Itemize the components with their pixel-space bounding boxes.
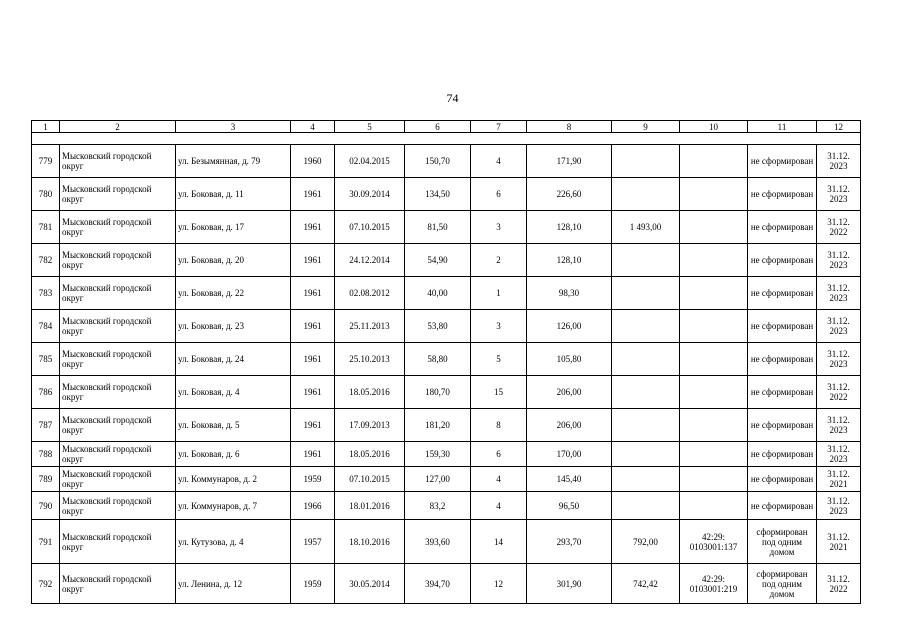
residents: 6 [471, 178, 527, 211]
year-built: 1961 [291, 178, 335, 211]
date: 07.10.2015 [335, 467, 405, 492]
address: ул. Боковая, д. 6 [176, 442, 291, 467]
value-8: 206,00 [527, 376, 612, 409]
value-9 [612, 277, 680, 310]
value-8: 105,80 [527, 343, 612, 376]
table-body [32, 145, 861, 604]
deadline: 31.12. 2023 [817, 145, 861, 178]
address: ул. Боковая, д. 23 [176, 310, 291, 343]
address: ул. Боковая, д. 24 [176, 343, 291, 376]
date: 17.09.2013 [335, 409, 405, 442]
value-8: 170,00 [527, 442, 612, 467]
table-row [32, 277, 861, 310]
municipality: Мысковский городской округ [60, 467, 176, 492]
municipality: Мысковский городской округ [60, 376, 176, 409]
value-8: 301,90 [527, 564, 612, 604]
municipality: Мысковский городской округ [60, 409, 176, 442]
value-8: 171,90 [527, 145, 612, 178]
year-built: 1961 [291, 277, 335, 310]
deadline: 31.12. 2023 [817, 409, 861, 442]
residents: 2 [471, 244, 527, 277]
deadline: 31.12. 2023 [817, 492, 861, 520]
column-number: 5 [335, 121, 405, 133]
value-9 [612, 145, 680, 178]
date: 30.09.2014 [335, 178, 405, 211]
land-status: не сформирован [748, 244, 817, 277]
area: 40,00 [405, 277, 471, 310]
residents: 4 [471, 492, 527, 520]
year-built: 1961 [291, 442, 335, 467]
address: ул. Боковая, д. 22 [176, 277, 291, 310]
land-status: не сформирован [748, 467, 817, 492]
cadastral-number [680, 343, 748, 376]
page-number: 74 [446, 91, 459, 105]
deadline: 31.12. 2022 [817, 564, 861, 604]
area: 127,00 [405, 467, 471, 492]
deadline: 31.12. 2021 [817, 520, 861, 564]
value-8: 206,00 [527, 409, 612, 442]
land-status: не сформирован [748, 277, 817, 310]
table-row [32, 244, 861, 277]
column-number: 8 [527, 121, 612, 133]
table-row [32, 492, 861, 520]
year-built: 1961 [291, 409, 335, 442]
residents: 14 [471, 520, 527, 564]
address: ул. Боковая, д. 20 [176, 244, 291, 277]
municipality: Мысковский городской округ [60, 310, 176, 343]
column-number: 10 [680, 121, 748, 133]
area: 394,70 [405, 564, 471, 604]
address: ул. Боковая, д. 17 [176, 211, 291, 244]
address: ул. Кутузова, д. 4 [176, 520, 291, 564]
column-number: 2 [60, 121, 176, 133]
column-number: 12 [817, 121, 861, 133]
deadline: 31.12. 2023 [817, 277, 861, 310]
cadastral-number [680, 211, 748, 244]
deadline: 31.12. 2022 [817, 211, 861, 244]
value-9: 742,42 [612, 564, 680, 604]
value-8: 96,50 [527, 492, 612, 520]
year-built: 1966 [291, 492, 335, 520]
row-number: 783 [32, 277, 60, 310]
area: 54,90 [405, 244, 471, 277]
value-8: 128,10 [527, 244, 612, 277]
value-9 [612, 178, 680, 211]
year-built: 1961 [291, 343, 335, 376]
row-number: 787 [32, 409, 60, 442]
cadastral-number: 42:29: 0103001:137 [680, 520, 748, 564]
cadastral-number [680, 244, 748, 277]
address: ул. Безымянная, д. 79 [176, 145, 291, 178]
date: 18.10.2016 [335, 520, 405, 564]
municipality: Мысковский городской округ [60, 442, 176, 467]
year-built: 1960 [291, 145, 335, 178]
date: 18.05.2016 [335, 442, 405, 467]
deadline: 31.12. 2023 [817, 310, 861, 343]
deadline: 31.12. 2021 [817, 467, 861, 492]
value-8: 126,00 [527, 310, 612, 343]
cadastral-number [680, 409, 748, 442]
table-row [32, 442, 861, 467]
value-9: 792,00 [612, 520, 680, 564]
column-number: 11 [748, 121, 817, 133]
address: ул. Боковая, д. 11 [176, 178, 291, 211]
residents: 4 [471, 467, 527, 492]
land-status: не сформирован [748, 343, 817, 376]
row-number: 780 [32, 178, 60, 211]
row-number: 790 [32, 492, 60, 520]
value-9 [612, 409, 680, 442]
residents: 6 [471, 442, 527, 467]
value-9 [612, 244, 680, 277]
municipality: Мысковский городской округ [60, 145, 176, 178]
land-status: не сформирован [748, 211, 817, 244]
date: 24.12.2014 [335, 244, 405, 277]
residents: 3 [471, 310, 527, 343]
municipality: Мысковский городской округ [60, 520, 176, 564]
table-row [32, 564, 861, 604]
row-number: 789 [32, 467, 60, 492]
table-row [32, 467, 861, 492]
cadastral-number [680, 467, 748, 492]
residents: 1 [471, 277, 527, 310]
date: 02.04.2015 [335, 145, 405, 178]
column-number-row [32, 121, 861, 133]
header-gap-row [32, 133, 861, 145]
year-built: 1961 [291, 211, 335, 244]
deadline: 31.12. 2023 [817, 178, 861, 211]
land-status: сформирован под одним домом [748, 564, 817, 604]
cadastral-number [680, 178, 748, 211]
cadastral-number [680, 145, 748, 178]
column-number: 3 [176, 121, 291, 133]
residents: 12 [471, 564, 527, 604]
row-number: 784 [32, 310, 60, 343]
address: ул. Коммунаров, д. 7 [176, 492, 291, 520]
value-8: 145,40 [527, 467, 612, 492]
area: 83,2 [405, 492, 471, 520]
value-8: 98,30 [527, 277, 612, 310]
year-built: 1961 [291, 376, 335, 409]
table-row [32, 343, 861, 376]
municipality: Мысковский городской округ [60, 178, 176, 211]
year-built: 1961 [291, 310, 335, 343]
land-status: сформирован под одним домом [748, 520, 817, 564]
municipality: Мысковский городской округ [60, 343, 176, 376]
value-9: 1 493,00 [612, 211, 680, 244]
area: 181,20 [405, 409, 471, 442]
table-row [32, 376, 861, 409]
date: 30.05.2014 [335, 564, 405, 604]
row-number: 792 [32, 564, 60, 604]
row-number: 781 [32, 211, 60, 244]
cadastral-number [680, 492, 748, 520]
residents: 5 [471, 343, 527, 376]
deadline: 31.12. 2023 [817, 343, 861, 376]
deadline: 31.12. 2023 [817, 442, 861, 467]
municipality: Мысковский городской округ [60, 244, 176, 277]
value-8: 293,70 [527, 520, 612, 564]
column-number: 1 [32, 121, 60, 133]
value-9 [612, 343, 680, 376]
value-8: 128,10 [527, 211, 612, 244]
column-number: 4 [291, 121, 335, 133]
value-9 [612, 467, 680, 492]
area: 393,60 [405, 520, 471, 564]
value-9 [612, 376, 680, 409]
land-status: не сформирован [748, 442, 817, 467]
cadastral-number [680, 310, 748, 343]
row-number: 779 [32, 145, 60, 178]
year-built: 1959 [291, 467, 335, 492]
table-row [32, 178, 861, 211]
land-status: не сформирован [748, 145, 817, 178]
date: 07.10.2015 [335, 211, 405, 244]
municipality: Мысковский городской округ [60, 564, 176, 604]
table-row [32, 409, 861, 442]
land-status: не сформирован [748, 178, 817, 211]
date: 25.11.2013 [335, 310, 405, 343]
area: 159,30 [405, 442, 471, 467]
cadastral-number: 42:29: 0103001:219 [680, 564, 748, 604]
row-number: 782 [32, 244, 60, 277]
value-9 [612, 442, 680, 467]
column-number: 6 [405, 121, 471, 133]
cadastral-number [680, 376, 748, 409]
year-built: 1957 [291, 520, 335, 564]
table-row [32, 520, 861, 564]
deadline: 31.12. 2023 [817, 244, 861, 277]
area: 134,50 [405, 178, 471, 211]
area: 180,70 [405, 376, 471, 409]
cadastral-number [680, 442, 748, 467]
deadline: 31.12. 2022 [817, 376, 861, 409]
date: 18.01.2016 [335, 492, 405, 520]
land-status: не сформирован [748, 310, 817, 343]
municipality: Мысковский городской округ [60, 211, 176, 244]
value-9 [612, 492, 680, 520]
header-gap [32, 133, 861, 145]
land-status: не сформирован [748, 409, 817, 442]
table-row [32, 145, 861, 178]
area: 53,80 [405, 310, 471, 343]
year-built: 1959 [291, 564, 335, 604]
municipality: Мысковский городской округ [60, 277, 176, 310]
row-number: 785 [32, 343, 60, 376]
land-status: не сформирован [748, 492, 817, 520]
register-table [31, 120, 861, 604]
address: ул. Боковая, д. 4 [176, 376, 291, 409]
residents: 4 [471, 145, 527, 178]
area: 81,50 [405, 211, 471, 244]
table-row [32, 211, 861, 244]
address: ул. Боковая, д. 5 [176, 409, 291, 442]
cadastral-number [680, 277, 748, 310]
year-built: 1961 [291, 244, 335, 277]
table-row [32, 310, 861, 343]
area: 150,70 [405, 145, 471, 178]
residents: 15 [471, 376, 527, 409]
area: 58,80 [405, 343, 471, 376]
value-8: 226,60 [527, 178, 612, 211]
column-number: 7 [471, 121, 527, 133]
date: 02.08.2012 [335, 277, 405, 310]
row-number: 788 [32, 442, 60, 467]
row-number: 791 [32, 520, 60, 564]
municipality: Мысковский городской округ [60, 492, 176, 520]
date: 25.10.2013 [335, 343, 405, 376]
residents: 8 [471, 409, 527, 442]
land-status: не сформирован [748, 376, 817, 409]
address: ул. Коммунаров, д. 2 [176, 467, 291, 492]
row-number: 786 [32, 376, 60, 409]
column-number: 9 [612, 121, 680, 133]
value-9 [612, 310, 680, 343]
date: 18.05.2016 [335, 376, 405, 409]
address: ул. Ленина, д. 12 [176, 564, 291, 604]
residents: 3 [471, 211, 527, 244]
